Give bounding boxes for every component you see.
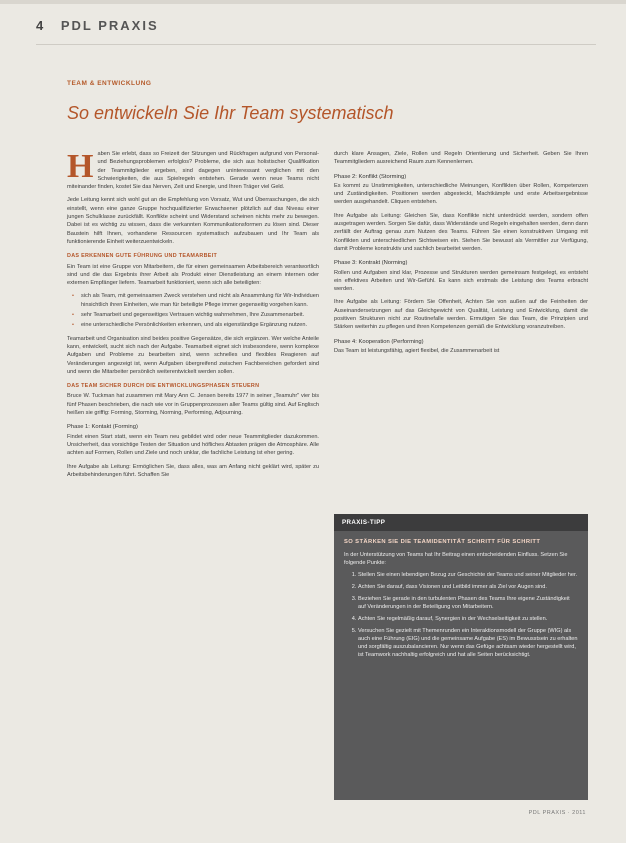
list-item: • sich als Team, mit gemeinsamen Zweck verstehen und nicht als Ansammlung für Wir-Individuen hinsichtlich ihren Einheiten, wie man für beteiligte Pflege immer gegenseitig vorgehen kann. — [81, 292, 319, 309]
paragraph: Das Team ist leistungsfähig, agiert flexibel, die Zusammenarbeit ist — [334, 347, 500, 354]
list-item: • sehr Teamarbeit und gegenseitiges Vertrauen wichtig wahrnehmen, Ihre Zusammenarbeit. — [81, 311, 319, 319]
subheading: DAS TEAM SICHER DURCH DIE ENTWICKLUNGSPHASEN STEUERN — [67, 383, 260, 390]
tip-list — [344, 571, 578, 659]
tip-item: 3. Beziehen Sie gerade in den turbulenten Phasen des Teams Ihre eigene Zuständigkeit auf Veränderungen in der Beteiligung von Mitarbeitern. — [358, 595, 578, 611]
intro-paragraph: Haben Sie erlebt, dass so Freizeit der Sitzungen und Rückfragen aufgrund von Personal- und Beziehungsproblemen erfolglos? Probleme, die sich aus holistischer Qualifikation der Teammitglieder ergeben, sind dagegen uninteressant verglichen mit den Schwierigkeiten, die aus Spielregeln entstehen. Gerade wenn neue Teams nicht miteinander finden, kostet Sie das Nerven, Zeit und Energie, und Ihren Träger viel Geld. — [67, 148, 319, 191]
tip-item: 2. Achten Sie darauf, dass Visionen und Leitbild immer als Ziel vor Augen sind. — [358, 583, 578, 591]
phase-heading: Phase 1: Kontakt (Forming) — [67, 424, 138, 431]
page-header — [36, 18, 159, 33]
tip-headline: SO STÄRKEN SIE DIE TEAMIDENTITÄT SCHRITT FÜR SCHRITT — [344, 539, 541, 545]
list-item: • eine unterschiedliche Persönlichkeiten erkennen, und als eigenständige Ergänzung nutzen. — [81, 321, 319, 329]
header-divider — [36, 44, 596, 45]
bullet-list — [67, 292, 319, 329]
paragraph: Teamarbeit und Organisation sind beides positive Gegensätze, die sich ergänzen. Wer welche Anteile kann, entwickelt, sucht sich nach der Aufgabe. Teamarbeit eignet sich insbesondere, wenn komplexe Aufgaben und Probleme zu bearbeiten sind, wenn schnelles und flexibles Reagieren auf Veränderungen angezeigt ist, wenn Aufgaben übergreifend zwischen Fachbereichen gefordert sind und wenn die Mitarbeiter persönlich weiterentwickelt werden sollen. — [67, 335, 319, 375]
paragraph: Rollen und Aufgaben sind klar, Prozesse und Strukturen werden gemeinsam festgelegt, es entsteht ein effektives Arbeiten und Wir-Gefühl. Es kann sich erstmals die Leistung des Teams erbracht werden. — [334, 269, 588, 293]
tip-item: 5. Versuchen Sie gezielt mit Themenrunden ein Interaktionsmodell der Gruppe (WIG) als auch eine Führung (EIG) und die gemeinsame Aufgabe (ES) im Bewusstsein zu erhalten und sorgfältig auszubalancieren. Nur wenn das Gefüge achtsam wieder hergestellt wird, ist Teamwork nachhaltig erfolgreich und hat alle Seiten berücksichtigt. — [358, 627, 578, 659]
phase-heading: Phase 4: Kooperation (Performing) — [334, 338, 424, 345]
page-footer: PDL PRAXIS · 2011 — [528, 810, 586, 816]
subheading: DAS ERKENNEN GUTE FÜHRUNG UND TEAMARBEIT — [67, 253, 218, 260]
paragraph: Bruce W. Tuckman hat zusammen mit Mary Ann C. Jensen bereits 1977 in seiner „Teamuhr" vier bis fünf Phasen beschrieben, die nach wie vor in Gruppenprozessen aller Teams gültig sind. Auf Englisch heißen sie griffig: Forming, Storming, Norming, Performing, Adjourning. — [67, 393, 319, 417]
tip-intro: In der Unterstützung von Teams hat Ihr Beitrag einen entscheidenden Einfluss. Setzen Sie folgende Punkte: — [344, 552, 568, 566]
paragraph: Ein Team ist eine Gruppe von Mitarbeitern, die für einen gemeinsamen Arbeitsbereich verantwortlich sind und die das Ergebnis ihrer Arbeit als Produkt einer Dienstleistung an einem internen oder externen Empfänger liefern. Teamarbeit funktioniert, wenn sich alle beteiligten: — [67, 263, 319, 287]
paragraph: Es kommt zu Unstimmigkeiten, unterschiedliche Meinungen, Konflikten über Rollen, Kompetenzen und Zuständigkeiten. Positionen werden abgesteckt, Machtkämpfe und erste Arbeitsergebnisse werden ausgehandelt. Cliquen entstehen. — [334, 182, 588, 206]
practice-tip-box — [334, 514, 588, 800]
right-column — [334, 150, 588, 360]
paragraph: Ihre Aufgabe als Leitung: Ermöglichen Sie, dass alles, was am Anfang nicht geklärt wird, später zu Arbeitsbehinderungen führt. Schaffen Sie — [67, 463, 319, 478]
paragraph: Findet einen Start statt, wenn ein Team neu gebildet wird oder neue Teammitglieder dazukommen. Unsicherheit, das vorsichtige Testen der Situation und höfliches Abtasten prägen die Atmosphäre. Alle achten auf Formen, Rollen und Ziele und noch unklar, die fachliche Leistung ist eher gering. — [67, 433, 319, 457]
drop-cap: H — [67, 148, 94, 185]
left-column — [67, 150, 319, 484]
paragraph: Ihre Aufgabe als Leitung: Fördern Sie Offenheit, Achten Sie von außen auf die Feinheiten der Auseinandersetzungen auf das Gleichgewicht von Qualität, Leistung und Entwicklung, damit die positiven Strukturen nicht zur Routinefalle werden. Ermutigen Sie das Team, die Prinzipien und Stärken weiterhin zu pflegen und ihren Kompetenzen gemäß die Entwicklung voranzutreiben. — [334, 299, 588, 331]
paragraph: Jede Leitung kennt sich wohl gut an die Empfehlung von Vorsatz, Wut und Überraschungen, die sich einstellt, wenn eine ganze Gruppe hochqualifizierter Erwachsener plötzlich auf das Niveau einer jungen Schulklasse zurückfällt. Konflikte scheint und Widerstand scheinen nichts mehr zu bewegen. Dabei ist es wichtig zu wissen, dass die verkannten Kommunikationsformen zu lösen sind. Dieser Baustein hilft Ihnen, vorhandene Ressourcen systematisch aufzubauen und Ihr Team als funktionierende Einheit weiterzuentwickeln. — [67, 197, 319, 245]
article-kicker: TEAM & ENTWICKLUNG — [67, 80, 152, 87]
tip-item: 4. Achten Sie regelmäßig darauf, Synergien in der Wechselseitigkeit zu stellen. — [358, 615, 578, 623]
section-name: PDL PRAXIS — [60, 18, 159, 33]
paragraph: Ihre Aufgabe als Leitung: Gleichen Sie, dass Konflikte nicht unterdrückt werden, sondern offen ausgetragen werden. Sorgen Sie dafür, dass Widerstände und Regeln eingehalten werden, denn dann zerfällt der Auftrag genau zum Nutzen des Teams. Führen Sie einen konstruktiven Umgang mit Konflikten und unterschiedlichen Sichtweisen ein. Stehen Sie bewusst als Vermittler zur Verfügung, damit Probleme konstruktiv und sachlich bearbeitet werden. — [334, 212, 588, 252]
paragraph: durch klare Ansagen, Ziele, Rollen und Regeln Orientierung und Sicherheit. Geben Sie Ihren Teammitgliedern ausreichend Raum zum Kennenlernen. — [334, 151, 588, 166]
tip-label: PRAXIS-TIPP — [334, 514, 588, 531]
tip-item: 1. Stellen Sie einen lebendigen Bezug zur Geschichte der Teams und seiner Mitglieder her. — [358, 571, 578, 579]
page-number: 4 — [36, 18, 46, 33]
article-title: So entwickeln Sie Ihr Team systematisch — [67, 103, 394, 123]
top-stripe — [0, 0, 626, 4]
phase-heading: Phase 2: Konflikt (Storming) — [334, 173, 407, 180]
phase-heading: Phase 3: Kontrakt (Norming) — [334, 260, 408, 267]
